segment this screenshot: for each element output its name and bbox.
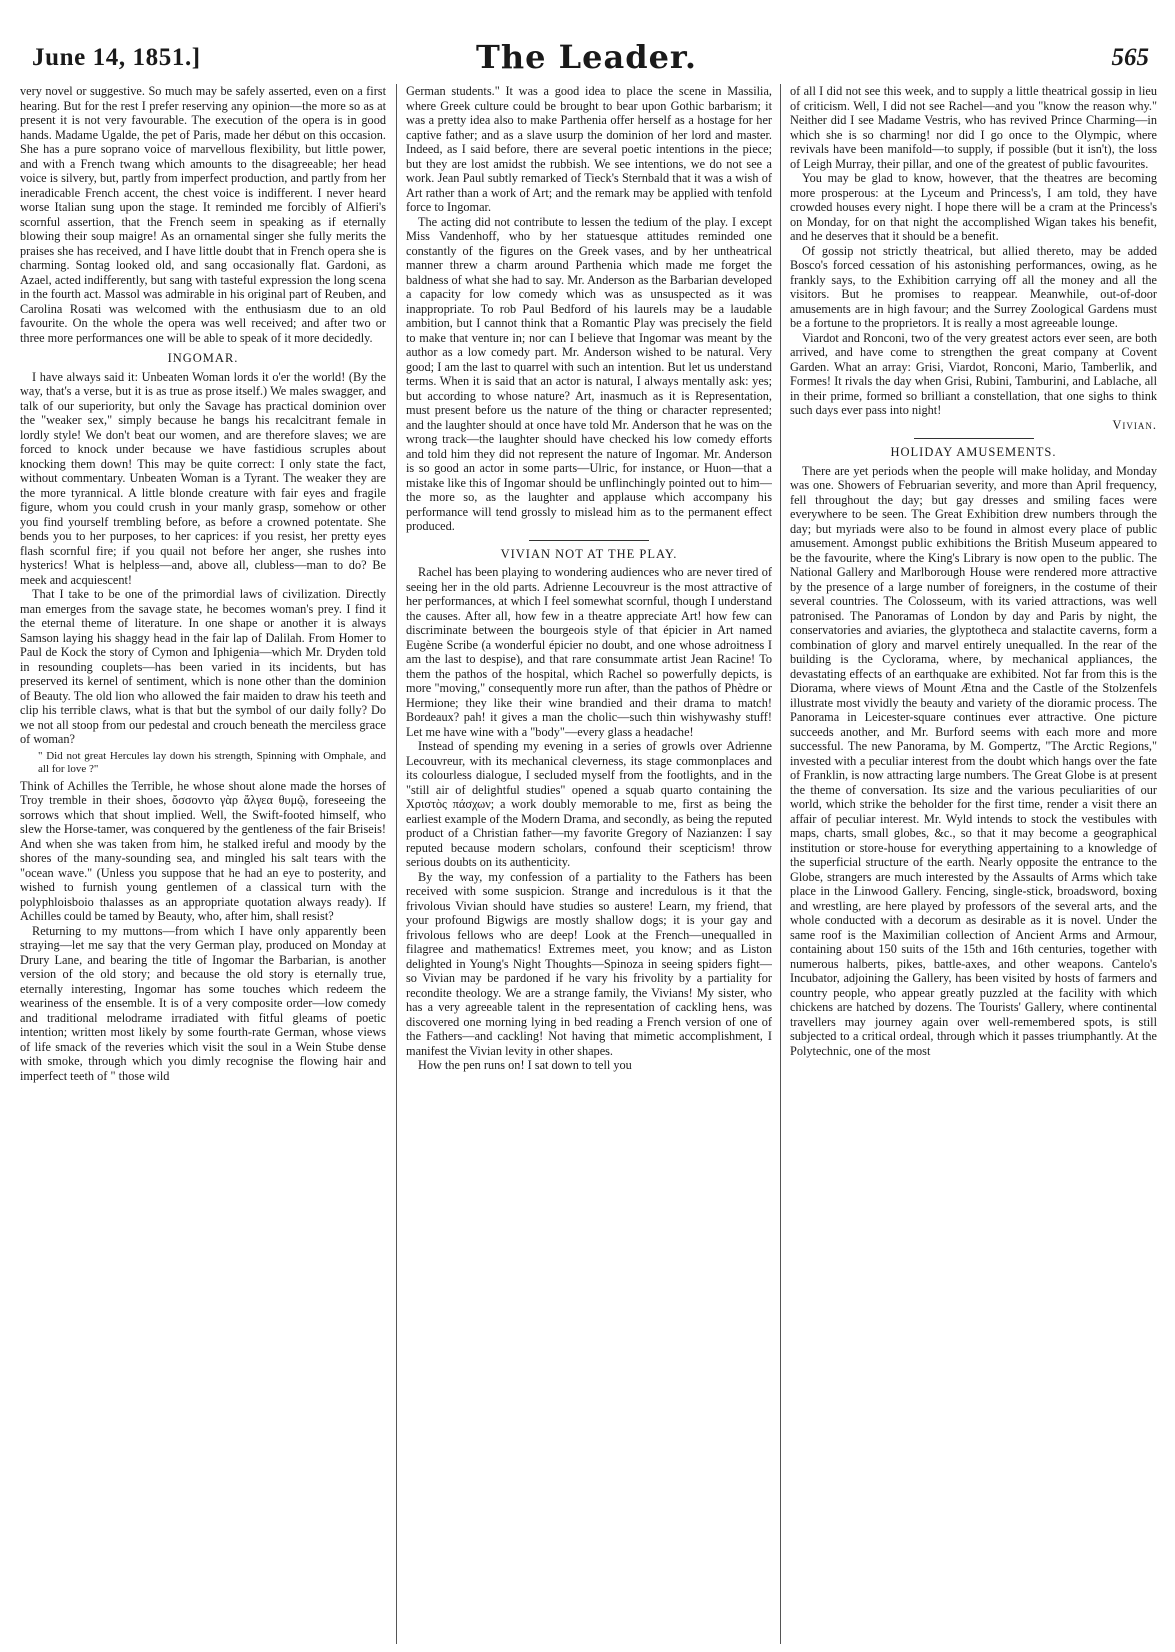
section-heading-ingomar: INGOMAR. [167, 351, 239, 365]
paragraph: Think of Achilles the Terrible, he whose shout alone made the horses of Troy tremble in their shoes, ὄσσοντο γὰρ ἄλγεα θυμῷ, foreseeing the sorrows which that shout implied. Well, the Swift-footed himself, who slew the Horse-tamer, was conquered by the gentleness of the fair Briseis! And when she was taken from him, he stalked ireful and moody by the shores of the many-sounding sea, and mingled his salt tears with the "ocean wave." (Unless you suppose that he had an eye to posterity, and wished to furnish young gentlemen of a classical turn with the polyphloisboio thalasses as an appropriate quotation always ready). If Achilles could be tamed by Beauty, who, after him, shall resist? [20, 778, 386, 923]
paragraph: There are yet periods when the people will make holiday, and Monday was one. Showers of Februarian severity, and more than April frequency, fell throughout the day; but gay dresses and smiling faces were everywhere to be seen. The Great Exhibition drew numbers through the day; but myriads were also to be found in almost every place of public amusement. Amongst public exhibitions the British Museum appeared to be the favourite, where the King's Library is now open to the public. The National Gallery and Marlborough House were rendered more attractive by the presence of a large number of foreigners, in the costume of their several countries. The Colosseum, with its varied attractions, was well patronised. The Panoramas of London by day and Paris by night, the conservatories and aviaries, the glyptotheca and stalactite caverns, form a combination of glory and marvel entirely unequalled. In the rear of the building is the Cyclorama, where, by mechanical appliances, the devastating effects of an earthquake are exhibited. Not far from this is the Diorama, where views of Mount Ætna and the Castle of the Stolzenfels illustrate most vividly the beauty and variety of the dioramic process. The Panorama in Leicester-square continues ever attractive. One picture succeeds another, and Mr. Burford seems with each more and more successful. The new Panorama, by M. Gompertz, "The Arctic Regions," invested with a peculiar interest from the doubt which hangs over the fate of Franklin, is now attracting large numbers. The Great Globe is at present the theme of conversation. Its size and the various peculiarities of our world, which strike the beholder for the first time, render a visit there an affair of peculiar interest. Mr. Wyld intends to stock the vestibules with maps, charts, small globes, &c., so that it may become a geographical institution or store-house for everything appertaining to a knowledge of the superficial structure of the earth. Nearly opposite the entrance to the Globe, strangers are much interested by the Assaults of Arms which take place in the Linwood Gallery. Fencing, single-stick, broadsword, boxing and wrestling, are here played by professors of the several arts, and the whole conducted with a decorum as desirable as it is novel. Under the same roof is the Maximilian collection of Ancient Arms and Armour, containing about 150 suits of the 15th and 16th centuries, together with numerous halberts, pikes, battle-axes, and other weapons. Cantelo's Incubator, adjoining the Gallery, has been visited by hosts of farmers and country people, who appear greatly puzzled at the facility with which chickens are hatched by dozens. The Tourists' Gallery, where continental travellers may journey again over well-remembered spots, is still subjected to a critical ordeal, through which it passes triumphantly. At the Polytechnic, one of the most [790, 463, 1157, 1058]
newspaper-title: The Leader. [476, 38, 697, 76]
paragraph: The acting did not contribute to lessen the tedium of the play. I except Miss Vandenhoff, who by her statuesque attitudes reminded one constantly of the figures on the Greek vases, and by her untheatrical manner threw a charm around Parthenia which made me forget the baldness of what she had to say. Mr. Anderson as the Barbarian developed a capacity for low comedy which was as unsuspected as it was inappropriate. To rob Paul Bedford of his laurels may be a laudable ambition, but I cannot think that a Romantic Play was precisely the field to make that venture in; nor can I believe that Ingomar was meant by the author as a low comedy part. Mr. Anderson wished to be natural. Very good; I am the last to quarrel with such an intention. But let us understand terms. When it is said that an actor is natural, I always mentally ask: yes; but according to whose nature? Art, inasmuch as it is Representation, must present before us the nature of the thing or character represented; and the laughter should at once have told Mr. Anderson that he was on the wrong track—the laughter should have checked his low comedy efforts and told him they did not represent the nature of Ingomar. Mr. Anderson is so good an actor in some parts—Ulric, for instance, or Huon—that a mistake like this of Ingomar should be unflinchingly pointed out to him—the more so, as the laughter and applause which accompany his performance will tend grossly to mislead him as to the permanent effect produced. [406, 214, 772, 533]
section-divider [529, 540, 649, 541]
paragraph: How the pen runs on! I sat down to tell you [418, 1058, 632, 1072]
paragraph: That I take to be one of the primordial laws of civilization. Directly man emerges from the savage state, he becomes woman's prey. I find it the eternal theme of literature. In one shape or another it is always Samson laying his shaggy head in the fair lap of Dalilah. From Homer to Paul de Kock the story of Cymon and Iphigenia—which Mr. Dryden told in resounding couplets—has been varied in its incidents, but has preserved its kernel of sentiment, which is none other than the dominion of Beauty. The old lion who allowed the fair maiden to draw his teeth and clip his terrible claws, what is that but the symbol of our daily folly? Do we not all stoop from our pedestal and crouch beneath the merciless grace of woman? [20, 587, 386, 746]
paragraph: Instead of spending my evening in a series of growls over Adrienne Lecouvreur, with its mechanical cleverness, its stage commonplaces and its colourless dialogue, I secluded myself from the footlights, and in the "still air of delightful studies" opened a squab quarto containing the Χριστὸς πάσχων; a work doubly memorable to me, first as being the earliest example of the Modern Drama, and secondly, as being the reputed product of a Christian father—my favorite Gregory of Nazianzen: I say reputed because modern scholars, confound their scepticism! throw serious doubts on its authenticity. [406, 739, 772, 869]
paragraph: I have always said it: Unbeaten Woman lords it o'er the world! (By the way, that's a verse, but it is as true as prose itself.) We males swagger, and talk of our superiority, but only the Savage has practical dominion over the "weaker sex," simply because he bangs his recalcitrant female in lordly style! We don't beat our women, and are therefore slaves; we are forced to knock under because we have fastidious scruples about knocking them down! This may be quite correct: I only state the fact, without commentary. Unbeaten Woman is a Tyrant. The weaker they are the more tyrannical. A little blonde creature with fair eyes and fragile figure, whom you could crush in your manly grasp, somehow or other you find yourself trembling before, as before a crowned potentate. She bends you to her purposes, to her caprices: if you resist, her pretty eyes flash scornful fire; if you quail not before her anger, she rushes into hysterics! What is helpless—and, above all, clubless—man to do? Be meek and acquiescent! [20, 369, 386, 587]
masthead [18, 20, 1155, 82]
column-left [20, 84, 386, 1652]
paragraph: Rachel has been playing to wondering audiences who are never tired of seeing her in the old parts. Adrienne Lecouvreur is the most attractive of her performances, at which I feel somewhat scornful, though I understand the causes. After all, how few in a theatre appreciate Art! how few can discriminate between the bourgeois style of that épicier in Art named Eugène Scribe (a wonderful épicier no doubt, and one whose adroitness I am the last to despise), and that rare consummate artist Jean Racine! To them the pathos of the hospital, which Rachel so powerfully depicts, is more "moving," consequently more run after, than the pathos of Phèdre or Hermione; they like their wine brandied and their drama to match! Bordeaux? pah! it gives a man the cholic—such thin wishywashy stuff! Let me have wine with a "body"—every glass a headache! [406, 565, 772, 739]
page-number: 565 [1111, 44, 1149, 71]
column-right [790, 84, 1157, 1652]
section-divider [914, 438, 1034, 439]
paragraph: German students." It was a good idea to place the scene in Massilia, where Greek culture could be brought to bear upon Gothic barbarism; it was a pretty idea also to make Parthenia offer herself as a hostage for her captive father; and as a slave usurp the dominion of her lord and master. Indeed, as I said before, there are several poetic intentions in the piece; but they are lost amidst the rubbish. We see intentions, we do not see a work. Jean Paul subtly remarked of Tieck's Sternbald that it was a wish of Art rather than a work of Art; and the remark may be applied with tenfold force to Ingomar. [406, 84, 772, 214]
column-rule [396, 84, 397, 1644]
section-heading-holiday: HOLIDAY AMUSEMENTS. [890, 445, 1057, 459]
verse-quotation: " Did not great Hercules lay down his strength, Spinning with Omphale, and all for love ?" [38, 749, 386, 775]
issue-date: June 14, 1851.] [32, 44, 201, 71]
paragraph: very novel or suggestive. So much may be safely asserted, even on a first hearing. But for the rest I prefer reserving any opinion—the more so as at present it is not very favourable. The execution of the opera is in good hands. Madame Ugalde, the pet of Paris, made her début on this occasion. She has a pure soprano voice of marvellous flexibility, but little power, and with a French twang which amounts to the disagreeable; her head voice is silvery, but, partly from imperfect production, and partly from her ineradicable French accent, the chest voice is indifferent. I never heard worse Italian sung upon the stage. It reminded me forcibly of Alfieri's scornful assertion, that the French seem in speaking as if eternally blowing their soup maigre! As an ornamental singer she fully merits the praises she has received, and I have little doubt that in French opera she is charming. Sontag looked old, and sang occasionally flat. Gardoni, as Azael, acted indifferently, but sang with tasteful expression the long scena in the fourth act. Massol was admirable in his original part of Reuben, and Carolina Rosati was welcomed with the enthusiasm due to an old favourite. On the whole the opera was well received; and after two or three more performances one will be able to speak of it more decidedly. [20, 84, 386, 345]
paragraph: By the way, my confession of a partiality to the Fathers has been received with some suspicion. Strange and incredulous is it that the frivolous Vivian should have studies so austere! Learn, my friend, that your profound Bigwigs are mostly shallow dogs; it is your gay and frivolous fellows who are deep! Look at the French—unequalled in filagree and mathematics! Extremes meet, you know; and as Liston delighted in Young's Night Thoughts—Spinoza in seeing spiders fight—so Vivian may be pardoned if he vary his frivolity by a partiality for recondite theology. We are a strange family, the Vivians! My sister, who has a very agreeable talent in the representation of cackling hens, was discovered one morning lying in bed reading a French version of one of the Fathers—and cackling! Not having that mimetic accomplishment, I manifest the Vivian levity in other shapes. [406, 869, 772, 1058]
paragraph: Viardot and Ronconi, two of the very greatest actors ever seen, are both arrived, and have come to strengthen the great company at Covent Garden. What an array: Grisi, Viardot, Ronconi, Mario, Tamberlik, and Formes! It rivals the day when Grisi, Rubini, Tamburini, and Lablache, all in their prime, formed so brilliant a constellation, that one sighs to think such days ever pass into night! [790, 330, 1157, 417]
paragraph: Of gossip not strictly theatrical, but allied thereto, may be added Bosco's forced cessation of his astonishing performances, owing, as he frankly says, to the Exhibition carrying off all the money and all the visitors. But he promises to reappear. Meanwhile, out-of-door amusements are in high favour; and the Surrey Zoological Gardens must be a fortune to the proprietors. It is really a most agreeable lounge. [790, 243, 1157, 330]
paragraph: You may be glad to know, however, that the theatres are becoming more prosperous: at the Lyceum and Princess's, I am told, they have crowded houses every night. I hope there will be a cram at the Princess's on Monday, for on that night the accomplished Wigan takes his benefit, and he deserves that it should be a benefit. [790, 171, 1157, 243]
author-signature: Vivian. [1112, 417, 1157, 432]
paragraph: of all I did not see this week, and to supply a little theatrical gossip in lieu of criticism. Well, I did not see Rachel—and you "know the reason why." Neither did I see Madame Vestris, who has revived Prince Charming—in which she is so charming! nor did I go once to the Olympic, where revivals have been manifold—to supply, if possible (but it isn't), the loss of Leigh Murray, their pillar, and one of the greatest of public favourites. [790, 84, 1157, 171]
column-middle [406, 84, 772, 1652]
paragraph: Returning to my muttons—from which I have only apparently been straying—let me say that the very German play, produced on Monday at Drury Lane, and bearing the title of Ingomar the Barbarian, is another version of the old story; and because the old story is eternally true, eternally interesting, Ingomar has some touches which redeem the weariness of the ensemble. It is of a very composite order—low comedy and traditional melodrame irradiated with fitful gleams of poetic intention; written most likely by some fourth-rate German, whose views of life smack of the reveries which visit the soul in a Wein Stube dense with smoke, through which you dimly recognise the flowing hair and imperfect teeth of " those wild [20, 923, 386, 1083]
section-heading-vivian: VIVIAN NOT AT THE PLAY. [500, 546, 678, 561]
column-rule [780, 84, 781, 1644]
